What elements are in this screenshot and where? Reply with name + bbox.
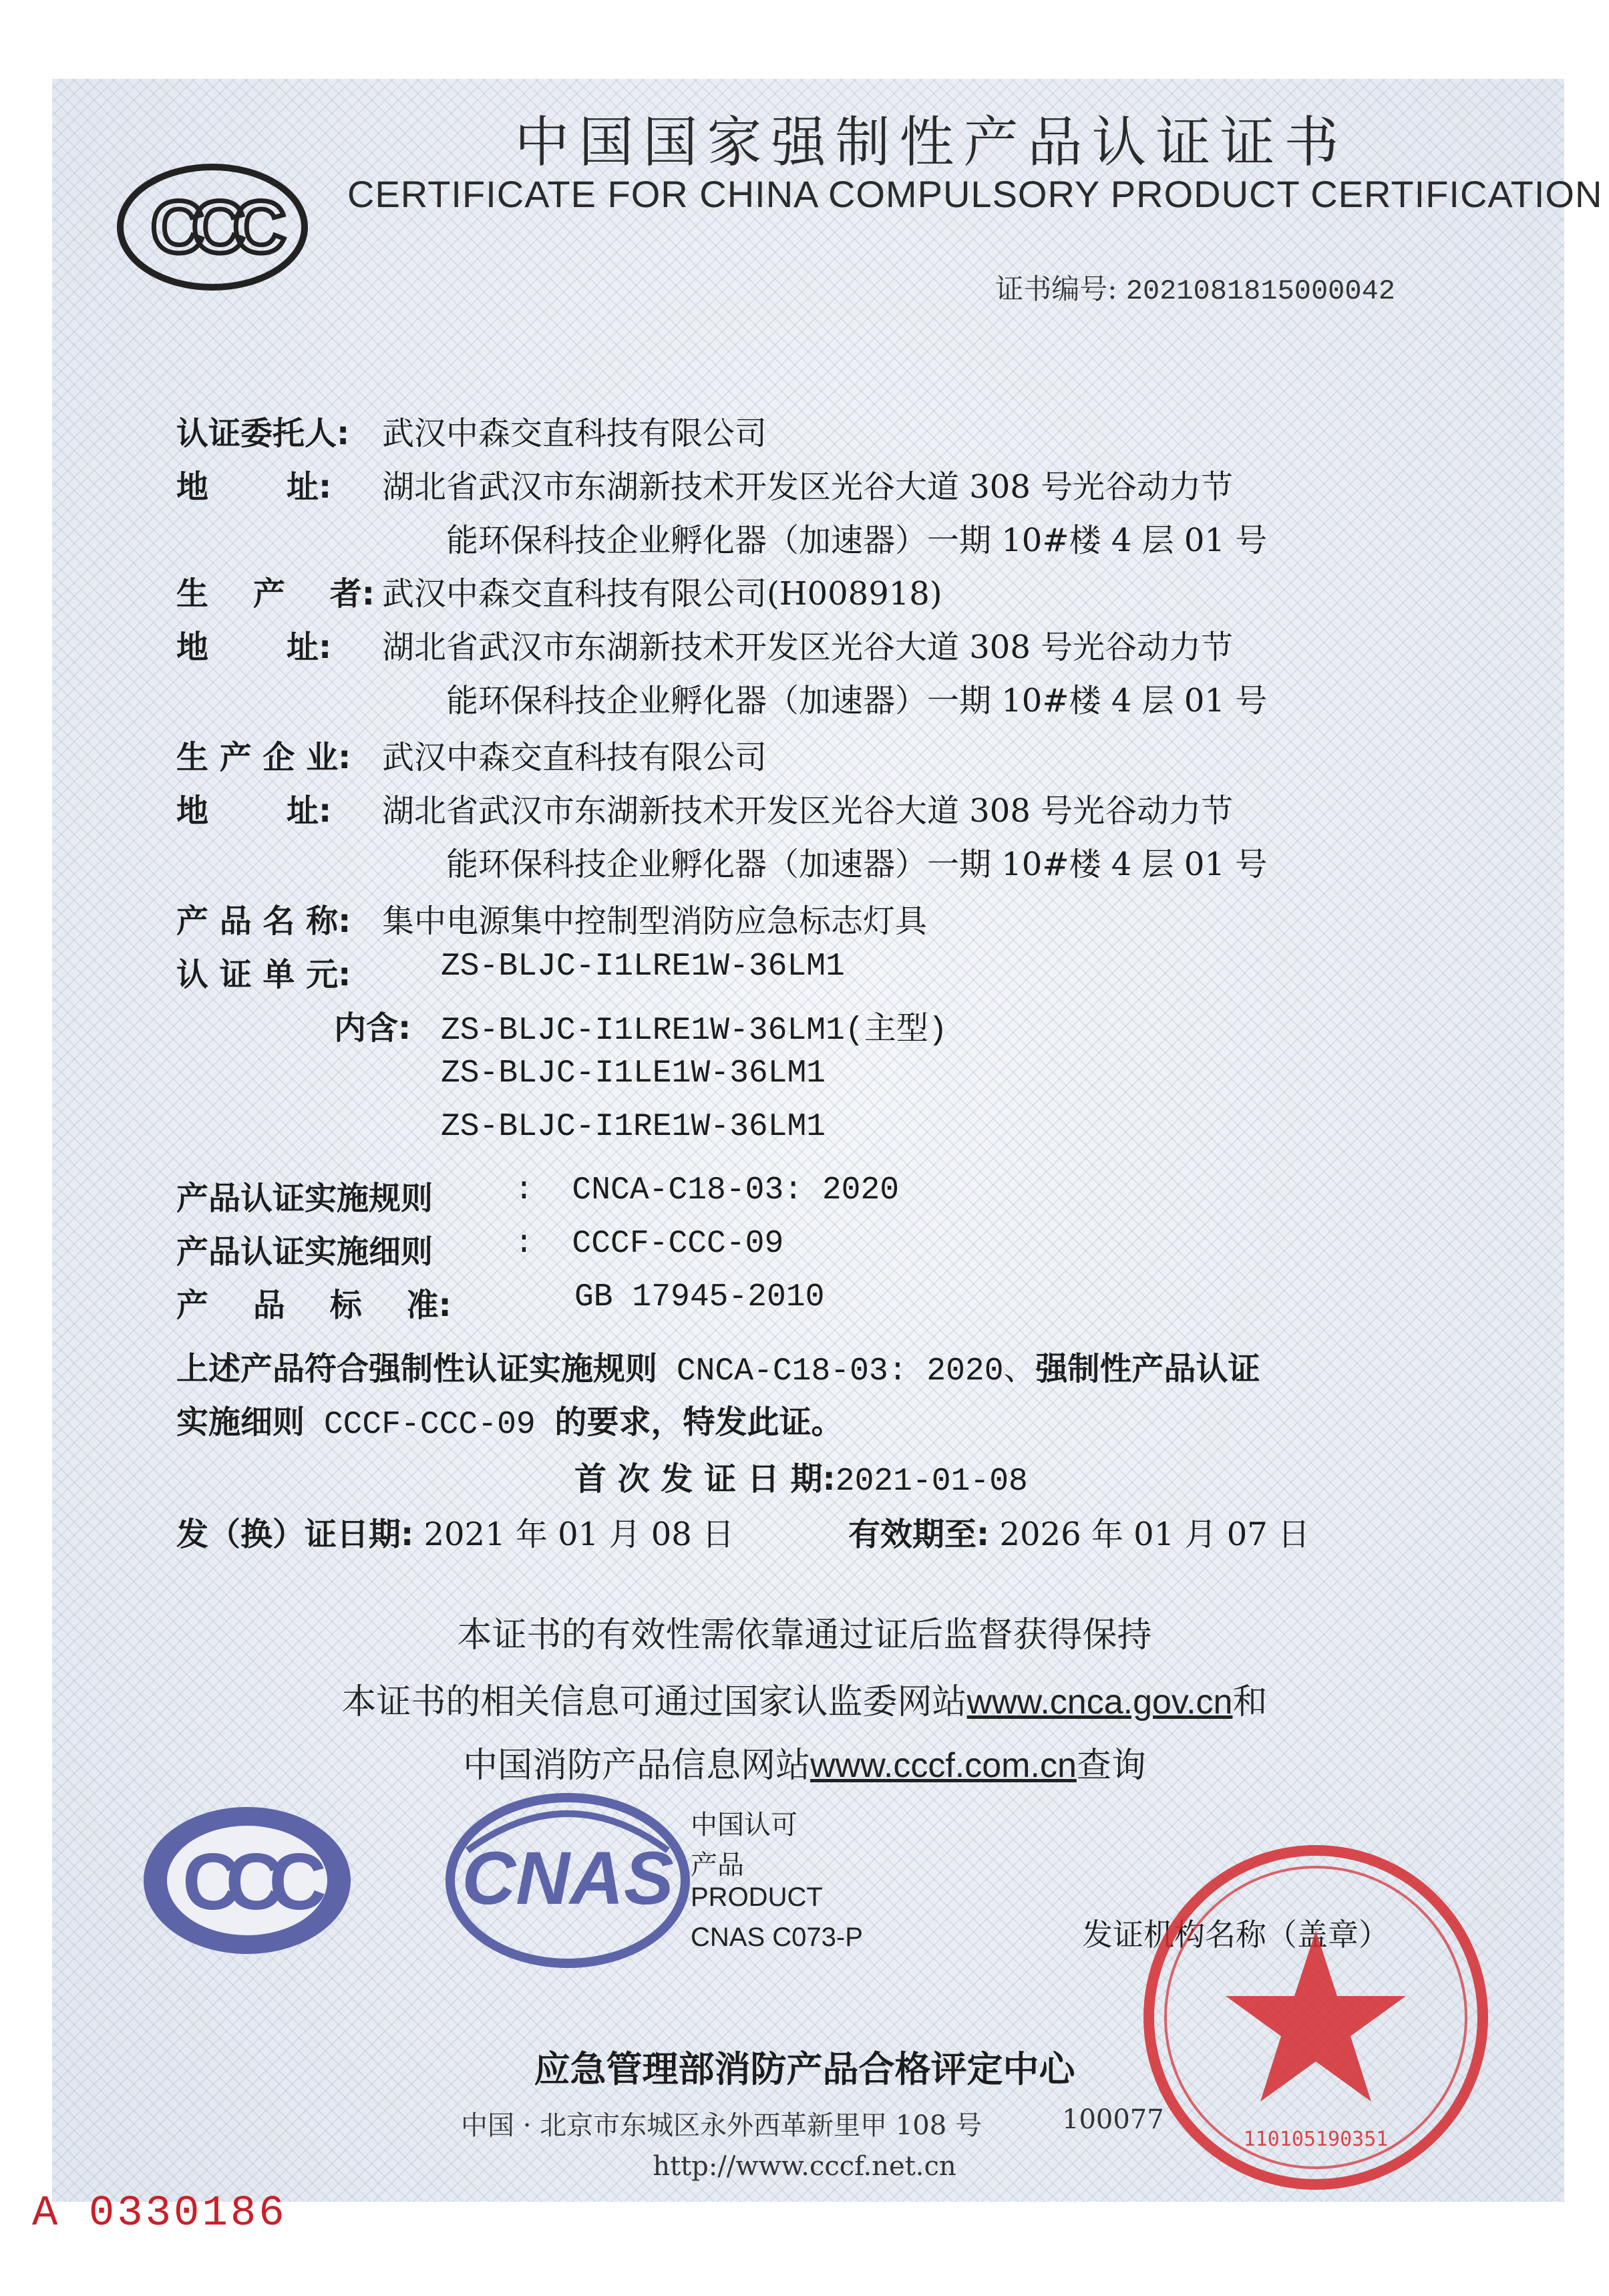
certification-unit-value: ZS-BLJC-I1LRE1W-36LM1: [441, 949, 845, 985]
first-issue-date-label: 首 次 发 证 日 期:: [574, 1460, 836, 1498]
certificate-number-value: 2021081815000042: [1125, 275, 1395, 307]
factory-value: 武汉中森交直科技有限公司: [382, 739, 767, 776]
seal-label: 发证机构名称（盖章）: [1082, 1917, 1389, 1953]
cccf-note-prefix: 中国消防产品信息网站: [463, 1746, 811, 1786]
statement-line1: [176, 1343, 1260, 1389]
cnca-query-note: [0, 1673, 1609, 1724]
certificate-number: [995, 267, 1395, 307]
issue-date-value: 2021 年 01 月 08 日: [413, 1516, 735, 1553]
implementation-detail-label: 产品认证实施细则: [176, 1233, 433, 1271]
statement-line2: [176, 1396, 844, 1443]
valid-until-value: 2026 年 01 月 07 日: [989, 1516, 1310, 1553]
cnas-logo-text: CNAS: [462, 1836, 674, 1920]
cccf-query-note: [0, 1737, 1609, 1787]
statement-part3: 强制性产品认证: [1035, 1350, 1260, 1387]
ccc-logo-top: [112, 160, 313, 294]
implementation-rule-label: 产品认证实施规则: [176, 1180, 433, 1217]
valid-until: [848, 1508, 1310, 1554]
first-issue-date: [574, 1453, 1028, 1500]
cnca-note-suffix: 和: [1232, 1682, 1268, 1722]
applicant-address-label: 地 址:: [176, 468, 332, 506]
implementation-detail-value: : CCCF-CCC-09: [514, 1226, 784, 1262]
cnas-line3: PRODUCT: [691, 1882, 823, 1912]
factory-address-label: 地 址:: [176, 792, 332, 830]
statement-part6: 的要求，特发此证。: [554, 1404, 844, 1441]
product-name-value: 集中电源集中控制型消防应急标志灯具: [382, 903, 928, 940]
issuer-postcode: 100077: [1062, 2104, 1164, 2135]
product-name-label: 产 品 名 称:: [176, 903, 351, 940]
applicant-value: 武汉中森交直科技有限公司: [382, 415, 767, 452]
issuer-website[interactable]: http://www.cccf.net.cn: [653, 2151, 956, 2182]
valid-until-label: 有效期至:: [848, 1516, 990, 1553]
factory-address-line2: 能环保科技企业孵化器（加速器）一期 10#楼 4 层 01 号: [446, 846, 1268, 883]
cccf-note-suffix: 查询: [1076, 1746, 1146, 1786]
stamp-number: 110105190351: [1243, 2128, 1389, 2151]
cnas-line2: 产品: [691, 1850, 744, 1880]
cnas-line4: CNAS C073-P: [691, 1923, 863, 1952]
statement-part5: CCCF-CCC-09: [305, 1407, 555, 1443]
implementation-rule-value: : CNCA-C18-03: 2020: [514, 1172, 900, 1208]
factory-address-line1: 湖北省武汉市东湖新技术开发区光谷大道 308 号光谷动力节: [382, 792, 1234, 830]
ccc-logo-bottom-text: CCC: [182, 1837, 312, 1927]
cnca-note-prefix: 本证书的相关信息可通过国家认监委网站: [341, 1682, 967, 1722]
statement-part1: 上述产品符合强制性认证实施规则: [176, 1350, 658, 1387]
issue-date-label: 发（换）证日期:: [176, 1516, 414, 1553]
contains-label: 内含:: [334, 1009, 411, 1047]
contains-model-2: ZS-BLJC-I1LE1W-36LM1: [441, 1055, 826, 1092]
issuer-name: 应急管理部消防产品合格评定中心: [534, 2048, 1075, 2090]
applicant-label: 认证委托人:: [176, 415, 350, 452]
ccc-logo-bottom: [140, 1804, 354, 1957]
applicant-address-line2: 能环保科技企业孵化器（加速器）一期 10#楼 4 层 01 号: [446, 522, 1268, 559]
manufacturer-address-label: 地 址:: [176, 629, 332, 666]
manufacturer-address-line1: 湖北省武汉市东湖新技术开发区光谷大道 308 号光谷动力节: [382, 629, 1234, 666]
certificate-title-cn: 中国国家强制性产品认证证书: [514, 111, 1349, 174]
applicant-address-line1: 湖北省武汉市东湖新技术开发区光谷大道 308 号光谷动力节: [382, 468, 1234, 506]
cnas-logo: [441, 1790, 695, 1971]
cnca-website-link[interactable]: www.cnca.gov.cn: [966, 1683, 1233, 1721]
statement-part4: 实施细则: [176, 1404, 305, 1441]
statement-part2: CNCA-C18-03: 2020、: [657, 1353, 1036, 1389]
manufacturer-value: 武汉中森交直科技有限公司(H008918): [382, 575, 942, 613]
certification-unit-label: 认 证 单 元:: [176, 956, 351, 993]
manufacturer-address-line2: 能环保科技企业孵化器（加速器）一期 10#楼 4 层 01 号: [446, 682, 1268, 719]
manufacturer-label: 生 产 者:: [176, 575, 375, 613]
validity-note: 本证书的有效性需依靠通过证后监督获得保持: [457, 1615, 1152, 1655]
contains-model-1: ZS-BLJC-I1LRE1W-36LM1(主型): [441, 1013, 948, 1049]
ccc-logo-top-text: CCC: [150, 186, 275, 269]
issuer-seal-stamp: [1135, 1837, 1496, 2198]
contains-model-3: ZS-BLJC-I1RE1W-36LM1: [441, 1109, 826, 1145]
product-standard-value: GB 17945-2010: [574, 1279, 825, 1315]
cnas-line1: 中国认可: [691, 1810, 797, 1840]
certificate-number-label: 证书编号:: [995, 273, 1117, 305]
serial-number: A 0330186: [32, 2190, 287, 2238]
first-issue-date-value: 2021-01-08: [835, 1464, 1028, 1500]
certificate-title-en: CERTIFICATE FOR CHINA COMPULSORY PRODUCT CERTIFICATION: [347, 173, 1603, 215]
factory-label: 生 产 企 业:: [176, 739, 351, 776]
issue-date: [176, 1508, 734, 1554]
issuer-address: 中国 · 北京市东城区永外西革新里甲 108 号: [461, 2110, 982, 2141]
product-standard-label: 产 品 标 准:: [176, 1287, 452, 1324]
cccf-website-link[interactable]: www.cccf.com.cn: [810, 1746, 1077, 1785]
